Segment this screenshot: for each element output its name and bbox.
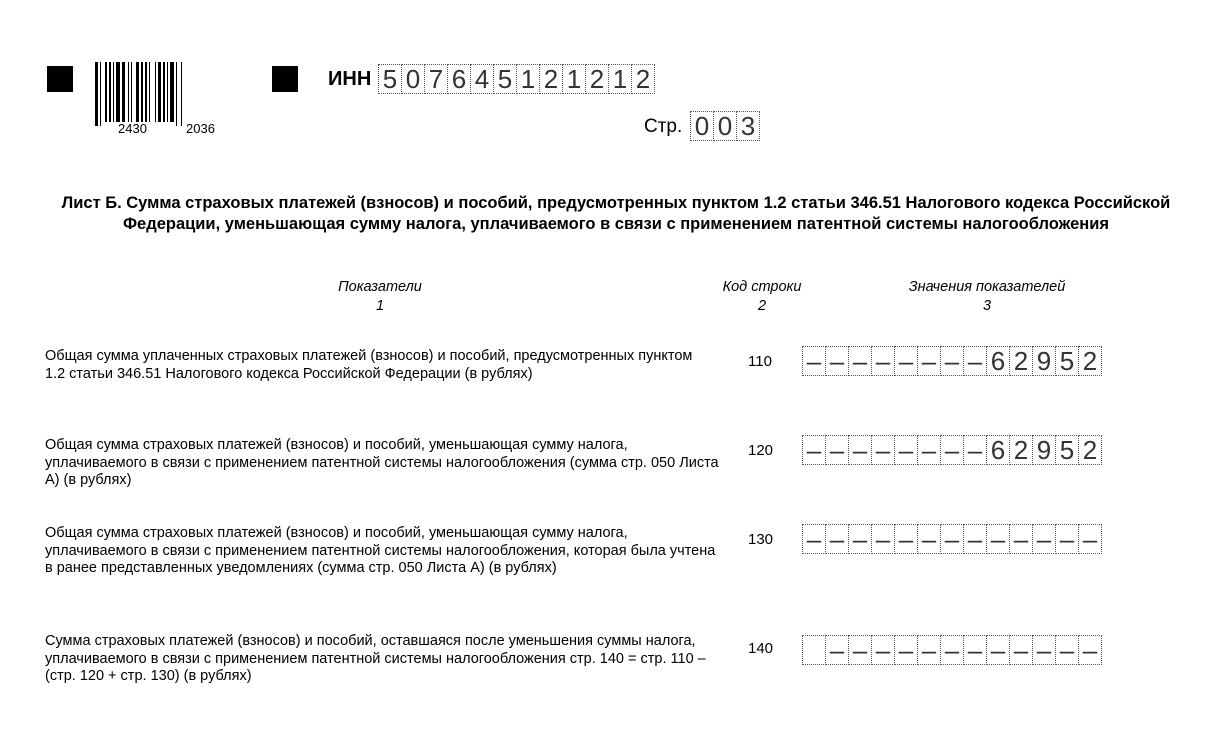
inn-digit-cell: 7 — [425, 64, 448, 94]
column-number: 1 — [375, 298, 385, 314]
column-label: Код строки — [722, 279, 802, 295]
value-digit-cell: – — [826, 435, 849, 465]
column-label: Показатели — [338, 279, 422, 295]
inn-digit-cell: 1 — [517, 64, 540, 94]
value-digit-cell — [802, 635, 826, 665]
row-140-text: Сумма страховых платежей (взносов) и пособий, оставшаяся после уменьшения суммы налога, уплачиваемого в связи с применением патентной системы налогообложения стр. 140 = стр. 110 – (стр. 120 + стр. 130) (в рублях) — [45, 633, 706, 684]
row-110-text: Общая сумма уплаченных страховых платежей (взносов) и пособий, предусмотренных пунктом 1.2 статьи 346.51 Налогового кодекса Российской Федерации (в рублях) — [45, 348, 693, 382]
inn-digit-cell: 5 — [378, 64, 402, 94]
value-digit-cell: – — [802, 524, 826, 554]
value-digit-cell: 9 — [1033, 435, 1056, 465]
page-number-field — [690, 111, 760, 141]
column-header-values — [860, 278, 1114, 316]
value-digit-cell: 9 — [1033, 346, 1056, 376]
value-digit-cell: – — [849, 346, 872, 376]
page-label: Стр. — [644, 116, 683, 137]
page-digit-cell: 0 — [690, 111, 714, 141]
row-120-text: Общая сумма страховых платежей (взносов) и пособий, уменьшающая сумму налога, уплачиваемого в связи с применением патентной системы налогообложения (сумма стр. 050 Листа А) (в рублях) — [45, 437, 719, 488]
inn-digit-cell: 0 — [402, 64, 425, 94]
value-digit-cell: – — [1033, 635, 1056, 665]
barcode-bar — [170, 62, 174, 122]
barcode-bar — [128, 62, 129, 122]
barcode-bar — [167, 62, 168, 122]
barcode-bar — [109, 62, 112, 122]
value-digit-cell: – — [872, 635, 895, 665]
value-digit-cell: – — [941, 524, 964, 554]
value-digit-cell: – — [802, 346, 826, 376]
value-digit-cell: – — [964, 435, 987, 465]
row-140-code: 140 — [748, 640, 774, 657]
barcode-bar — [116, 62, 120, 122]
barcode-bar — [131, 62, 132, 122]
value-digit-cell: – — [1010, 524, 1033, 554]
barcode-bar — [113, 62, 114, 122]
value-digit-cell: – — [1079, 635, 1102, 665]
barcode-bar — [145, 62, 148, 122]
value-digit-cell: – — [941, 346, 964, 376]
value-digit-cell: – — [802, 435, 826, 465]
value-digit-cell: – — [918, 435, 941, 465]
alignment-marker-right — [272, 66, 298, 92]
row-130-text: Общая сумма страховых платежей (взносов) и пособий, уменьшающая сумму налога, уплачиваемого в связи с применением патентной системы налогообложения, которая была учтена в ранее представленных уведомлениях (сумма стр. 050 Листа А) (в рублях) — [45, 525, 716, 576]
value-digit-cell: 6 — [987, 435, 1010, 465]
inn-digit-cell: 2 — [586, 64, 609, 94]
value-digit-cell: 5 — [1056, 435, 1079, 465]
row-110-value-field[interactable] — [802, 346, 1102, 376]
value-digit-cell: 2 — [1079, 435, 1102, 465]
page-digit-cell: 3 — [737, 111, 760, 141]
inn-digit-cell: 4 — [471, 64, 494, 94]
inn-digit-cell: 1 — [609, 64, 632, 94]
value-digit-cell: – — [987, 635, 1010, 665]
value-digit-cell: – — [918, 346, 941, 376]
page-digit-cell: 0 — [714, 111, 737, 141]
row-110-code: 110 — [748, 353, 772, 370]
column-header-indicators — [280, 278, 480, 316]
value-digit-cell: – — [918, 524, 941, 554]
value-digit-cell: – — [872, 435, 895, 465]
column-header-code — [700, 278, 824, 316]
inn-field — [378, 64, 655, 94]
value-digit-cell: – — [964, 524, 987, 554]
value-digit-cell: – — [872, 346, 895, 376]
barcode-right-number: 2036 — [186, 121, 215, 136]
value-digit-cell: 2 — [1079, 346, 1102, 376]
barcode-bar — [155, 62, 156, 122]
inn-digit-cell: 1 — [563, 64, 586, 94]
alignment-marker-left — [47, 66, 73, 92]
value-digit-cell: 2 — [1010, 435, 1033, 465]
row-140-value-field[interactable] — [802, 635, 1102, 665]
barcode-bar — [136, 62, 140, 122]
value-digit-cell: – — [1079, 524, 1102, 554]
value-digit-cell: 5 — [1056, 346, 1079, 376]
value-digit-cell: – — [895, 524, 918, 554]
barcode — [95, 62, 250, 136]
value-digit-cell: – — [849, 635, 872, 665]
inn-digit-cell: 5 — [494, 64, 517, 94]
barcode-bar — [100, 62, 101, 126]
value-digit-cell: – — [826, 346, 849, 376]
value-digit-cell: – — [895, 435, 918, 465]
value-digit-cell: – — [964, 346, 987, 376]
value-digit-cell: – — [1056, 524, 1079, 554]
barcode-bar — [181, 62, 182, 126]
value-digit-cell: – — [849, 435, 872, 465]
barcode-bar — [149, 62, 150, 122]
row-130-code: 130 — [748, 531, 774, 548]
column-number: 3 — [982, 298, 992, 314]
value-digit-cell: – — [941, 635, 964, 665]
barcode-left-number: 2430 — [118, 121, 147, 136]
barcode-bar — [163, 62, 166, 122]
value-digit-cell: – — [872, 524, 895, 554]
value-digit-cell: – — [987, 524, 1010, 554]
value-digit-cell: 2 — [1010, 346, 1033, 376]
value-digit-cell: – — [826, 635, 849, 665]
value-digit-cell: – — [826, 524, 849, 554]
barcode-bar — [105, 62, 106, 122]
value-digit-cell: – — [849, 524, 872, 554]
row-130-value-field[interactable] — [802, 524, 1102, 554]
value-digit-cell: – — [964, 635, 987, 665]
row-120-code: 120 — [748, 442, 774, 459]
value-digit-cell: – — [918, 635, 941, 665]
barcode-bar — [158, 62, 161, 122]
value-digit-cell: 6 — [987, 346, 1010, 376]
column-label: Значения показателей — [908, 279, 1066, 295]
value-digit-cell: – — [1010, 635, 1033, 665]
column-number: 2 — [757, 298, 767, 314]
value-digit-cell: – — [895, 635, 918, 665]
value-digit-cell: – — [941, 435, 964, 465]
value-digit-cell: – — [1033, 524, 1056, 554]
barcode-bar — [122, 62, 125, 122]
sheet-title: Лист Б. Сумма страховых платежей (взносов) и пособий, предусмотренных пунктом 1.2 статьи 346.51 Налогового кодекса Российской Федерации, уменьшающая сумму налога, уплачиваемого в связи с применением патентной системы налогообложения — [61, 194, 1171, 233]
inn-digit-cell: 2 — [540, 64, 563, 94]
barcode-bar — [95, 62, 98, 126]
inn-digit-cell: 2 — [632, 64, 655, 94]
inn-label: ИНН — [328, 68, 372, 90]
value-digit-cell: – — [895, 346, 918, 376]
value-digit-cell: – — [1056, 635, 1079, 665]
barcode-bar — [141, 62, 142, 122]
barcode-bar — [176, 62, 177, 126]
inn-digit-cell: 6 — [448, 64, 471, 94]
row-120-value-field[interactable] — [802, 435, 1102, 465]
